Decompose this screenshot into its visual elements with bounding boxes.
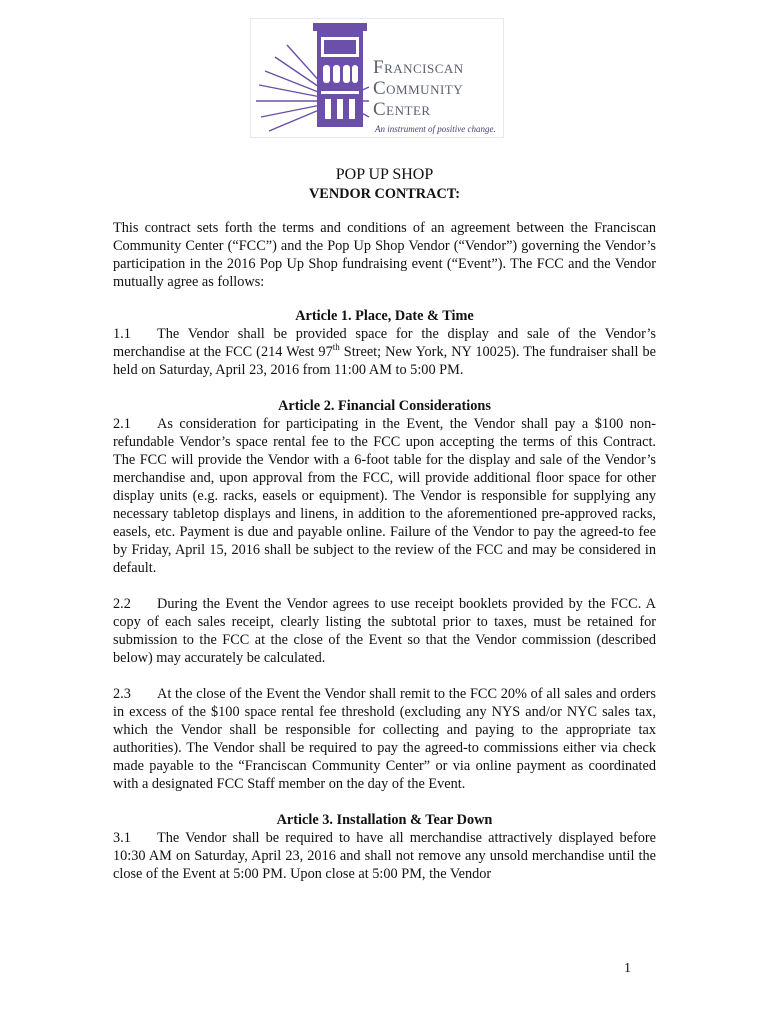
logo-line-2: Community: [373, 78, 464, 99]
clause-text: The Vendor shall be provided space for the display and sale of the Vendor’s merchandise at the FCC (214 West 97: [113, 326, 656, 360]
logo-tagline: An instrument of positive change.: [375, 124, 496, 134]
ordinal-suffix: th: [332, 342, 340, 353]
fcc-logo: [250, 18, 504, 138]
clause-number: 2.1: [113, 416, 131, 432]
clause-text: Street; New York, NY 10025). The fundraiser shall be held on Saturday, April 23, 2016 from 11:00 AM to 5:00 PM.: [113, 344, 656, 378]
clause-1-1: [113, 325, 656, 379]
article-1-heading: Article 1. Place, Date & Time: [295, 308, 474, 324]
article-2-heading: Article 2. Financial Considerations: [278, 398, 491, 414]
clause-text: During the Event the Vendor agrees to use receipt booklets provided by the FCC. A copy of each sales receipt, clearly listing the subtotal prior to taxes, must be retained for submission to the FCC at the close of the Event so that the Vendor commission (described below) may accurately be calculated.: [113, 596, 656, 666]
logo-wordmark: [373, 57, 464, 120]
document-title: POP UP SHOP: [335, 166, 434, 183]
clause-number: 3.1: [113, 830, 131, 846]
clause-2-1: [113, 415, 656, 577]
clause-number: 2.3: [113, 686, 131, 702]
clause-text: The Vendor shall be required to have all merchandise attractively displayed before 10:30 AM on Saturday, April 23, 2016 and shall not remove any unsold merchandise until the close of the Event at 5:00 PM. Upon close at 5:00 PM, the Vendor: [113, 830, 656, 882]
clause-number: 1.1: [113, 326, 131, 342]
logo-line-3: Center: [373, 99, 431, 120]
article-3-heading: Article 3. Installation & Tear Down: [276, 812, 493, 828]
clause-2-2: [113, 595, 656, 667]
document-body: [113, 165, 656, 883]
clause-3-1: [113, 829, 656, 883]
clause-number: 2.2: [113, 596, 131, 612]
document-subtitle: VENDOR CONTRACT:: [308, 186, 461, 202]
logo-line-1: Franciscan: [373, 57, 464, 78]
intro-paragraph: This contract sets forth the terms and conditions of an agreement between the Franciscan Community Center (“FCC”) and the Pop Up Shop Vendor (“Vendor”) governing the Vendor’s participation in the 2016 Pop Up Shop fundraising event (“Event”). The FCC and the Vendor mutually agree as follows:: [113, 220, 656, 290]
clause-text: At the close of the Event the Vendor shall remit to the FCC 20% of all sales and orders in excess of the $100 space rental fee threshold (excluding any NYS and/or NYC sales tax, which the Vendor shall be responsible for collecting and paying to the appropriate tax authorities). The Vendor shall be required to pay the agreed-to commissions either via check made payable to the “Franciscan Community Center” or via online payment as coordinated with a designated FCC Staff member on the day of the Event.: [113, 686, 656, 792]
page-number: 1: [624, 961, 631, 976]
clause-2-3: [113, 685, 656, 793]
clause-text: As consideration for participating in the Event, the Vendor shall pay a $100 non-refundable Vendor’s space rental fee to the FCC upon accepting the terms of this Contract. The FCC will provide the Vendor with a 6-foot table for the display and sale of the Vendor’s merchandise and, upon approval from the FCC, will provide additional floor space for other display units (e.g. racks, easels or equipment). The Vendor is responsible for supplying any necessary tabletop displays and linens, in addition to the aforementioned pre-approved racks, easels, etc. Payment is due and payable online. Failure of the Vendor to pay the agreed-to fee by Friday, April 15, 2016 shall be subject to the review of the FCC and may be considered in default.: [113, 416, 656, 576]
